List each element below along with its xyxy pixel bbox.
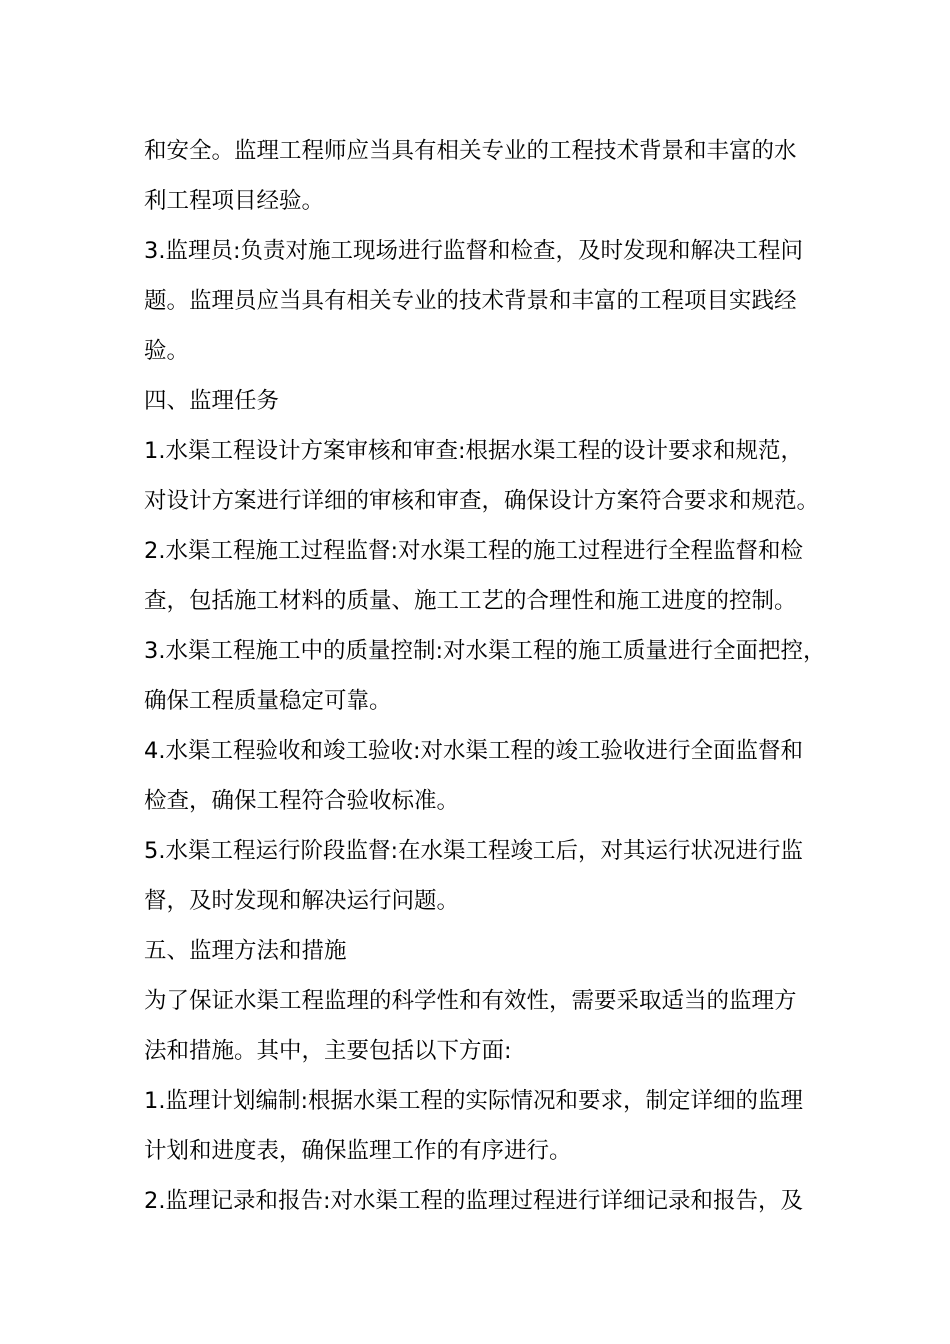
text-line: 1.水渠工程设计方案审核和审查:根据水渠工程的设计要求和规范， (144, 438, 804, 464)
text-line: 题。监理员应当具有相关专业的技术背景和丰富的工程项目实践经 (144, 288, 797, 314)
text-line: 2.水渠工程施工过程监督:对水渠工程的施工过程进行全程监督和检 (144, 538, 804, 564)
text-line: 利工程项目经验。 (144, 188, 325, 214)
text-line: 对设计方案进行详细的审核和审查，确保设计方案符合要求和规范。 (144, 488, 820, 514)
text-line: 查，包括施工材料的质量、施工工艺的合理性和施工进度的控制。 (144, 588, 797, 614)
text-line: 法和措施。其中，主要包括以下方面: (144, 1038, 512, 1064)
text-line: 1.监理计划编制:根据水渠工程的实际情况和要求，制定详细的监理 (144, 1088, 804, 1114)
section-heading: 四、监理任务 (144, 388, 280, 414)
text-line: 3.监理员:负责对施工现场进行监督和检查，及时发现和解决工程问 (144, 238, 804, 264)
text-line: 和安全。监理工程师应当具有相关专业的工程技术背景和丰富的水 (144, 138, 797, 164)
text-line: 验。 (144, 338, 190, 364)
section-heading: 五、监理方法和措施 (144, 938, 347, 964)
text-line: 检查，确保工程符合验收标准。 (144, 788, 460, 814)
text-line: 2.监理记录和报告:对水渠工程的监理过程进行详细记录和报告，及 (144, 1188, 804, 1214)
text-line: 为了保证水渠工程监理的科学性和有效性，需要采取适当的监理方 (144, 988, 797, 1014)
text-line: 5.水渠工程运行阶段监督:在水渠工程竣工后，对其运行状况进行监 (144, 838, 804, 864)
document-body (144, 126, 826, 1226)
text-line: 计划和进度表，确保监理工作的有序进行。 (144, 1138, 572, 1164)
text-line: 3.水渠工程施工中的质量控制:对水渠工程的施工质量进行全面把控， (144, 638, 826, 664)
text-line: 督，及时发现和解决运行问题。 (144, 888, 460, 914)
text-line: 确保工程质量稳定可靠。 (144, 688, 392, 714)
text-line: 4.水渠工程验收和竣工验收:对水渠工程的竣工验收进行全面监督和 (144, 738, 804, 764)
